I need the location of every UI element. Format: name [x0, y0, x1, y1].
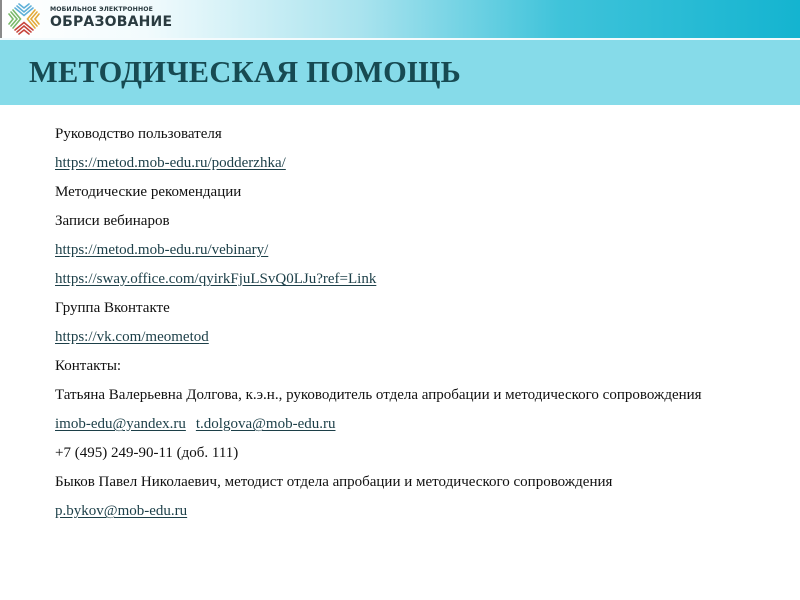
brand-title: ОБРАЗОВАНИЕ — [50, 14, 173, 30]
contact1-email-mobedu-link[interactable]: t.dolgova@mob-edu.ru — [195, 416, 336, 432]
webinars-link[interactable]: https://metod.mob-edu.ru/vebinary/ — [55, 242, 269, 258]
contacts-label: Контакты: — [55, 358, 122, 374]
top-brand-bar — [0, 0, 800, 38]
contact2-email-link[interactable]: p.bykov@mob-edu.ru — [55, 503, 188, 519]
contact1-phone: +7 (495) 249-90-11 (доб. 111) — [55, 445, 239, 461]
contact1-name-role: Татьяна Валерьевна Долгова, к.э.н., руководитель отдела апробации и методического сопровождения — [55, 387, 702, 403]
contact1-email-yandex-link[interactable]: imob-edu@yandex.ru — [55, 416, 186, 432]
sway-link[interactable]: https://sway.office.com/qyirkFjuLSvQ0LJu?ref=Link — [55, 271, 377, 287]
brand-subtitle: МОБИЛЬНОЕ ЭЛЕКТРОННОЕ — [50, 6, 153, 13]
webinars-label: Записи вебинаров — [55, 213, 170, 229]
user-guide-link[interactable]: https://metod.mob-edu.ru/podderzhka/ — [55, 155, 286, 171]
user-guide-label: Руководство пользователя — [55, 126, 222, 142]
contact1-emails — [55, 416, 755, 433]
contact2-name-role: Быков Павел Николаевич, методист отдела апробации и методического сопровождения — [55, 474, 613, 490]
mob-edu-logo-icon — [8, 3, 40, 35]
content-body — [55, 126, 755, 532]
title-band — [0, 40, 800, 105]
page-title: МЕТОДИЧЕСКАЯ ПОМОЩЬ — [29, 54, 462, 89]
brand-wordmark — [50, 6, 172, 30]
vk-group-label: Группа Вконтакте — [55, 300, 170, 316]
method-recs-label: Методические рекомендации — [55, 184, 242, 200]
vk-link[interactable]: https://vk.com/meometod — [55, 329, 209, 345]
